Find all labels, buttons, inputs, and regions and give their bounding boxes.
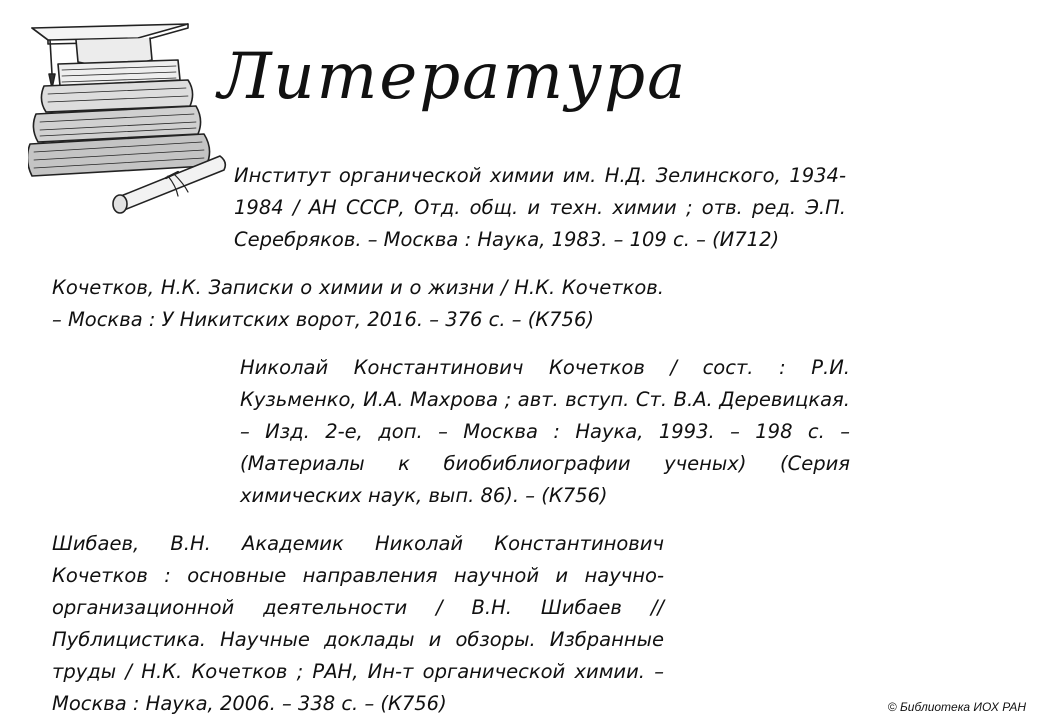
reference-entry: Шибаев, В.Н. Академик Николай Константинович Кочетков : основные направления научной и научно-организационной деятельности / В.Н. Шибаев // Публицистика. Научные доклады и обзоры. Избранные труды / Н.К. Кочетков ; РАН, Ин-т органической химии. – Москва : Наука, 2006. – 338 с. – (К756) [52,532,664,715]
reference-entry: Институт органической химии им. Н.Д. Зелинского, 1934-1984 / АН СССР, Отд. общ. и техн. химии ; отв. ред. Э.П. Серебряков. – Москва : Наука, 1983. – 109 с. – (И712) [234,164,846,251]
reference-entry: Кочетков, Н.К. Записки о химии и о жизни / Н.К. Кочетков. – Москва : У Никитских ворот, 2016. – 376 с. – (К756) [52,276,664,331]
reference-entry: Николай Константинович Кочетков / сост. : Р.И. Кузьменко, И.А. Махрова ; авт. вступ. Ст. В.А. Деревицкая. – Изд. 2-е, доп. – Москва : Наука, 1993. – 198 с. – (Материалы к биобиблиографии ученых) (Серия химических наук, вып. 86). – (К756) [240,356,850,507]
books-stack-illustration [28,16,228,216]
copyright-notice: © Библиотека ИОХ РАН [887,700,1026,714]
page-title: Литература [218,40,688,114]
